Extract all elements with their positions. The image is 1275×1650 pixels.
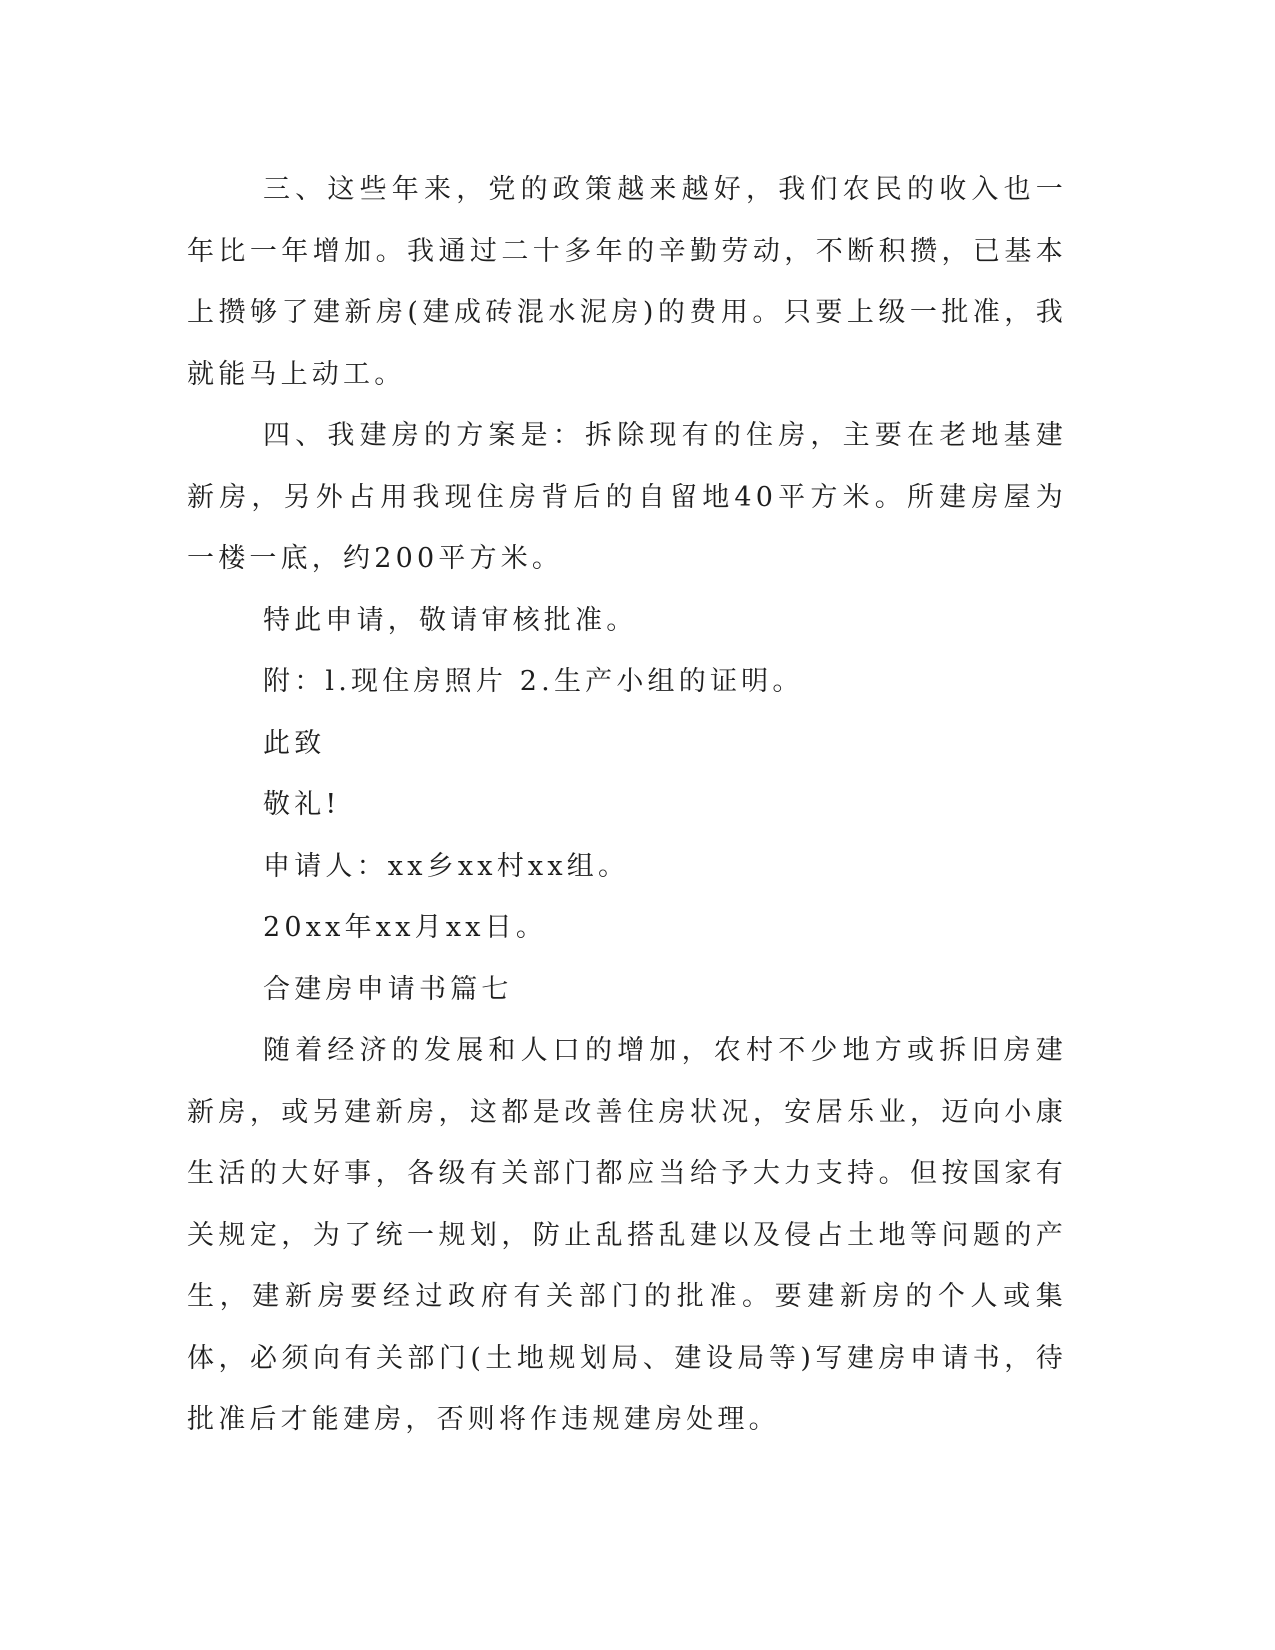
paragraph-three-income: 三、这些年来，党的政策越来越好，我们农民的收入也一年比一年增加。我通过二十多年的辛勤劳动，不断积攒，已基本上攒够了建新房(建成砖混水泥房)的费用。只要上级一批准，我就能马上动工。 bbox=[187, 174, 1067, 390]
applicant-line: 申请人：xx乡xx村xx组。 bbox=[263, 850, 630, 882]
salutation-line: 此致 bbox=[263, 727, 326, 759]
attachment-line: 附：l.现住房照片 2.生产小组的证明。 bbox=[263, 666, 804, 697]
date-line: 20xx年xx月xx日。 bbox=[263, 912, 548, 943]
section-heading-seven: 合建房申请书篇七 bbox=[263, 973, 513, 1005]
document-body bbox=[187, 159, 1067, 1451]
paragraph-intro-seven: 随着经济的发展和人口的增加，农村不少地方或拆旧房建新房，或另建新房，这都是改善住房状况，安居乐业，迈向小康生活的大好事，各级有关部门都应当给予大力支持。但按国家有关规定，为了统一规划，防止乱搭乱建以及侵占土地等问题的产生，建新房要经过政府有关部门的批准。要建新房的个人或集体，必须向有关部门(土地规划局、建设局等)写建房申请书，待批准后才能建房，否则将作违规建房处理。 bbox=[187, 1035, 1067, 1435]
regards-line: 敬礼! bbox=[263, 789, 341, 820]
request-approval-line: 特此申请，敬请审核批准。 bbox=[263, 604, 638, 636]
paragraph-four-plan: 四、我建房的方案是：拆除现有的住房，主要在老地基建新房，另外占用我现住房背后的自留地40平方米。所建房屋为一楼一底，约200平方米。 bbox=[187, 420, 1067, 574]
